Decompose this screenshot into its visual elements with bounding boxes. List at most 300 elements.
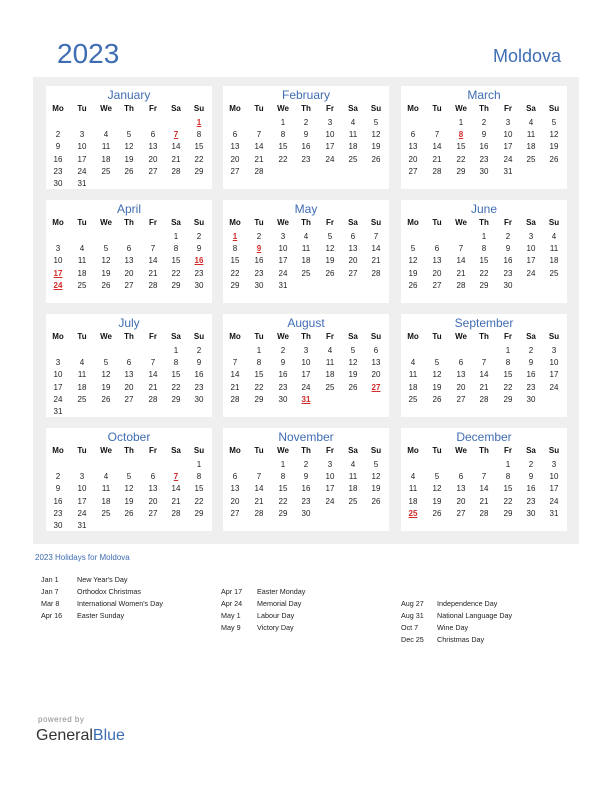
calendar-date: 6 [373, 346, 379, 355]
calendar-date: 23 [301, 154, 311, 164]
calendar-date: 26 [432, 508, 442, 518]
holidays-title: 2023 Holidays for Moldova [35, 553, 130, 562]
holiday-date-label: Apr 17 [221, 587, 243, 596]
calendar-date: 1 [505, 346, 511, 355]
calendar-date: 5 [126, 472, 132, 482]
calendar-date: 28 [230, 394, 240, 404]
calendar-date: 22 [171, 382, 181, 392]
calendar-date: 17 [325, 484, 335, 494]
calendar-date: 16 [301, 142, 311, 152]
calendar-date: 18 [101, 154, 111, 164]
calendar-date: 30 [53, 179, 63, 188]
weekday-header: Su [370, 332, 382, 341]
calendar-date: 14 [254, 142, 264, 152]
weekday-header: Th [479, 104, 489, 113]
calendar-date: 3 [79, 130, 85, 140]
holiday-name-label: Wine Day [437, 623, 469, 632]
calendar-date: 19 [549, 142, 559, 152]
calendar-date: 18 [408, 496, 418, 506]
calendar-date: 2 [481, 118, 487, 127]
calendar-date: 23 [194, 382, 204, 392]
calendar-date: 4 [303, 232, 309, 241]
calendar-date: 27 [456, 508, 466, 518]
calendar-date: 12 [348, 358, 358, 368]
calendar-date: 12 [432, 484, 442, 494]
calendar-date: 15 [194, 484, 204, 494]
holiday-entry [221, 587, 305, 596]
calendar-date: 19 [371, 142, 381, 152]
calendar-date: 9 [528, 358, 534, 368]
calendar-date: 22 [503, 382, 513, 392]
calendar-date: 11 [77, 256, 87, 266]
weekday-header: Fr [149, 218, 157, 227]
weekday-header: Tu [432, 104, 442, 113]
weekday-header: Th [301, 446, 311, 455]
calendar-date: 3 [327, 118, 333, 127]
calendar-date: 26 [371, 496, 381, 506]
month-october [46, 428, 212, 531]
calendar-date: 20 [408, 154, 418, 164]
weekday-header: Su [548, 218, 560, 227]
holiday-date: 25 [408, 508, 418, 518]
holiday-entry [41, 587, 141, 596]
calendar-date: 16 [526, 370, 536, 380]
weekday-header: Fr [326, 446, 334, 455]
brand-part-b: Blue [92, 727, 125, 744]
weekday-header: Fr [149, 104, 157, 113]
country-title: Moldova [492, 46, 561, 66]
calendar-date: 20 [230, 154, 240, 164]
weekday-header: Fr [504, 218, 512, 227]
calendar-date: 30 [194, 394, 204, 404]
month-august [223, 314, 389, 417]
weekday-header: Su [193, 218, 205, 227]
calendar-date: 21 [479, 382, 489, 392]
calendar-date: 9 [280, 358, 286, 368]
holiday-entry [221, 599, 301, 608]
calendar-date: 8 [280, 130, 286, 140]
holiday-date: 24 [53, 280, 63, 290]
powered-by-text: powered by [38, 715, 85, 724]
calendar-date: 14 [479, 484, 489, 494]
calendar-date: 29 [171, 394, 181, 404]
calendar-date: 23 [278, 382, 288, 392]
calendar-date: 21 [432, 154, 442, 164]
calendar-date: 13 [408, 142, 418, 152]
calendar-date: 4 [79, 244, 85, 254]
weekday-header: Fr [326, 218, 334, 227]
calendar-date: 21 [148, 268, 158, 278]
calendar-date: 26 [549, 154, 559, 164]
calendar-date: 27 [230, 166, 240, 176]
calendar-date: 22 [230, 268, 240, 278]
month-name: December [456, 430, 512, 444]
calendar-date: 28 [148, 394, 158, 404]
calendar-date: 7 [150, 244, 156, 254]
calendar-date: 22 [194, 154, 204, 164]
calendar-date: 9 [528, 472, 534, 482]
weekday-header: Th [124, 332, 134, 341]
calendar-date: 11 [101, 142, 111, 152]
calendar-date: 7 [150, 358, 156, 368]
calendar-date: 23 [526, 382, 536, 392]
calendar-date: 4 [410, 472, 416, 482]
calendar-date: 23 [301, 496, 311, 506]
calendar-date: 27 [148, 166, 158, 176]
calendar-date: 26 [348, 382, 358, 392]
calendar-date: 14 [171, 484, 181, 494]
weekday-header: Sa [171, 104, 181, 113]
calendar-date: 12 [101, 256, 111, 266]
calendar-date: 2 [55, 130, 61, 140]
holiday-entry [41, 599, 163, 608]
calendar-date: 10 [53, 370, 63, 380]
holiday-date: 1 [232, 232, 238, 241]
calendar-date: 27 [408, 166, 418, 176]
calendar-date: 17 [549, 370, 559, 380]
calendar-date: 15 [171, 256, 181, 266]
calendar-date: 24 [549, 496, 559, 506]
calendar-date: 29 [194, 166, 204, 176]
holiday-name-label: National Language Day [437, 611, 513, 620]
calendar-date: 18 [77, 268, 87, 278]
calendar-date: 3 [55, 358, 61, 368]
calendar-date: 25 [101, 508, 111, 518]
calendar-date: 11 [77, 370, 87, 380]
calendar-date: 28 [432, 166, 442, 176]
calendar-date: 3 [303, 346, 309, 355]
calendar-date: 9 [55, 142, 61, 152]
calendar-date: 16 [254, 256, 264, 266]
calendar-date: 28 [171, 166, 181, 176]
calendar-date: 4 [327, 346, 333, 355]
calendar-date: 27 [124, 394, 134, 404]
holiday-date-label: Apr 24 [221, 599, 243, 608]
calendar-date: 12 [371, 472, 381, 482]
calendar-date: 26 [408, 280, 418, 290]
calendar-date: 23 [479, 154, 489, 164]
calendar-date: 6 [150, 472, 156, 482]
calendar-date: 6 [126, 358, 132, 368]
holiday-date-label: Aug 31 [401, 611, 424, 620]
calendar-date: 31 [549, 508, 559, 518]
weekday-header: Mo [229, 332, 241, 341]
month-june [401, 200, 567, 303]
calendar-date: 1 [481, 232, 487, 241]
weekday-header: We [277, 104, 289, 113]
calendar-date: 6 [410, 130, 416, 140]
calendar-date: 10 [77, 484, 87, 494]
calendar-date: 15 [254, 370, 264, 380]
weekday-header: Tu [432, 218, 442, 227]
holiday-name-label: Christmas Day [437, 635, 485, 644]
calendar-date: 27 [124, 280, 134, 290]
holiday-date: 27 [371, 382, 381, 392]
calendar-date: 31 [278, 280, 288, 290]
calendar-date: 29 [503, 394, 513, 404]
calendar-date: 2 [196, 232, 202, 241]
calendar-date: 27 [432, 280, 442, 290]
month-january [46, 86, 212, 189]
calendar-date: 7 [458, 244, 464, 254]
calendar-date: 10 [325, 130, 335, 140]
calendar-date: 22 [171, 268, 181, 278]
calendar-date: 9 [505, 244, 511, 254]
calendar-date: 25 [526, 154, 536, 164]
calendar-date: 12 [325, 244, 335, 254]
calendar-date: 6 [434, 244, 440, 254]
calendar-date: 5 [350, 346, 356, 355]
calendar-date: 15 [456, 142, 466, 152]
weekday-header: Su [193, 104, 205, 113]
calendar-date: 15 [230, 256, 240, 266]
calendar-date: 11 [348, 130, 358, 140]
calendar-date: 19 [101, 382, 111, 392]
calendar-date: 6 [232, 472, 238, 482]
calendar-date: 17 [77, 496, 87, 506]
calendar-date: 14 [432, 142, 442, 152]
calendar-date: 24 [77, 508, 87, 518]
calendar-date: 14 [479, 370, 489, 380]
calendar-date: 28 [371, 268, 381, 278]
calendar-date: 31 [77, 521, 87, 530]
calendar-date: 1 [458, 118, 464, 127]
holiday-date: 8 [458, 130, 464, 140]
calendar-date: 30 [53, 521, 63, 530]
calendar-date: 7 [434, 130, 440, 140]
weekday-header: Mo [52, 446, 64, 455]
weekday-header: Mo [407, 104, 419, 113]
calendar-date: 29 [479, 280, 489, 290]
calendar-date: 27 [348, 268, 358, 278]
calendar-date: 24 [549, 382, 559, 392]
calendar-date: 25 [325, 382, 335, 392]
holiday-date: 7 [173, 130, 179, 140]
weekday-header: Sa [526, 104, 536, 113]
calendar-date: 19 [325, 256, 335, 266]
calendar-date: 14 [254, 484, 264, 494]
calendar-date: 11 [325, 358, 335, 368]
calendar-date: 20 [456, 382, 466, 392]
weekday-header: Mo [52, 218, 64, 227]
calendar-date: 5 [126, 130, 132, 140]
calendar-date: 25 [408, 394, 418, 404]
calendar-date: 2 [303, 460, 309, 469]
calendar-date: 28 [479, 394, 489, 404]
calendar-date: 29 [503, 508, 513, 518]
calendar-date: 13 [124, 370, 134, 380]
weekday-header: Mo [52, 104, 64, 113]
month-march [401, 86, 567, 189]
weekday-header: Su [370, 104, 382, 113]
weekday-header: Mo [407, 218, 419, 227]
calendar-date: 11 [301, 244, 311, 254]
calendar-date: 16 [503, 256, 513, 266]
holiday-date: 31 [301, 394, 311, 404]
calendar-date: 16 [194, 370, 204, 380]
calendar-date: 6 [458, 358, 464, 368]
weekday-header: Tu [254, 446, 264, 455]
calendar-date: 20 [124, 382, 134, 392]
month-name: September [454, 316, 514, 330]
calendar-date: 31 [77, 179, 87, 188]
calendar-date: 1 [256, 346, 262, 355]
calendar-date: 13 [230, 142, 240, 152]
calendar-date: 20 [348, 256, 358, 266]
calendar-date: 13 [371, 358, 381, 368]
calendar-date: 19 [101, 268, 111, 278]
weekday-header: Mo [407, 446, 419, 455]
calendar-date: 4 [528, 118, 534, 127]
holiday-entry [401, 611, 512, 620]
calendar-date: 16 [53, 154, 63, 164]
weekday-header: Sa [348, 446, 358, 455]
calendar-date: 13 [230, 484, 240, 494]
calendar-date: 3 [551, 346, 557, 355]
holiday-name-label: Memorial Day [257, 599, 302, 608]
weekday-header: Sa [526, 332, 536, 341]
weekday-header: Sa [526, 446, 536, 455]
calendar-date: 8 [173, 358, 179, 368]
calendar-date: 17 [301, 370, 311, 380]
calendar-date: 22 [278, 496, 288, 506]
calendar-date: 19 [348, 370, 358, 380]
calendar-date: 23 [254, 268, 264, 278]
calendar-date: 16 [301, 484, 311, 494]
calendar-date: 2 [256, 232, 262, 241]
calendar-date: 14 [148, 256, 158, 266]
calendar-date: 3 [327, 460, 333, 469]
calendar-date: 20 [230, 496, 240, 506]
holiday-entry [401, 635, 484, 644]
holiday-name-label: Independence Day [437, 599, 498, 608]
holiday-name-label: Easter Sunday [77, 611, 125, 620]
holiday-name-label: New Year's Day [77, 575, 128, 584]
calendar-date: 26 [101, 394, 111, 404]
calendar-date: 15 [503, 484, 513, 494]
calendar-date: 7 [232, 358, 238, 368]
calendar-date: 18 [348, 484, 358, 494]
holiday-date-label: Dec 25 [401, 635, 424, 644]
calendar-date: 12 [549, 130, 559, 140]
weekday-header: Fr [149, 446, 157, 455]
weekday-header: Mo [229, 104, 241, 113]
weekday-header: We [455, 446, 467, 455]
weekday-header: Tu [77, 218, 87, 227]
calendar-date: 8 [505, 358, 511, 368]
calendar-date: 12 [371, 130, 381, 140]
holiday-entry [221, 623, 294, 632]
calendar-date: 25 [77, 394, 87, 404]
calendar-date: 21 [171, 154, 181, 164]
weekday-header: Tu [432, 446, 442, 455]
calendar-date: 10 [549, 358, 559, 368]
holiday-date-label: Mar 8 [41, 599, 60, 608]
weekday-header: We [100, 104, 112, 113]
calendar-date: 18 [526, 142, 536, 152]
calendar-date: 28 [456, 280, 466, 290]
weekday-header: Tu [77, 104, 87, 113]
calendar-date: 5 [434, 472, 440, 482]
calendar-date: 5 [410, 244, 416, 254]
calendar-date: 11 [101, 484, 111, 494]
holiday-date: 7 [173, 472, 179, 482]
calendar-date: 18 [301, 256, 311, 266]
holiday-entry [401, 623, 468, 632]
weekday-header: Th [301, 104, 311, 113]
calendar-date: 18 [408, 382, 418, 392]
calendar-date: 30 [503, 280, 513, 290]
calendar-date: 22 [278, 154, 288, 164]
calendar-date: 29 [194, 508, 204, 518]
month-name: October [107, 430, 151, 444]
calendar-date: 14 [456, 256, 466, 266]
calendar-date: 27 [456, 394, 466, 404]
calendar-date: 31 [503, 166, 513, 176]
calendar-date: 11 [348, 472, 358, 482]
calendar-date: 25 [348, 496, 358, 506]
weekday-header: Su [548, 332, 560, 341]
calendar-date: 17 [549, 484, 559, 494]
month-name: July [118, 316, 140, 330]
calendar-date: 4 [103, 130, 109, 140]
calendar-date: 27 [148, 508, 158, 518]
calendar-date: 23 [503, 268, 513, 278]
calendar-date: 16 [278, 370, 288, 380]
calendar-date: 16 [53, 496, 63, 506]
calendar-date: 17 [53, 382, 63, 392]
calendar-date: 12 [124, 142, 134, 152]
calendar-date: 10 [549, 472, 559, 482]
calendar-date: 8 [280, 472, 286, 482]
weekday-header: Tu [77, 332, 87, 341]
weekday-header: Su [193, 332, 205, 341]
calendar-date: 2 [303, 118, 309, 127]
calendar-date: 24 [503, 154, 513, 164]
month-name: February [281, 88, 331, 102]
holiday-name-label: Victory Day [257, 623, 294, 632]
calendar-date: 17 [325, 142, 335, 152]
calendar-date: 13 [456, 484, 466, 494]
holiday-name-label: Easter Monday [257, 587, 306, 596]
calendar-date: 8 [232, 244, 238, 254]
weekday-header: We [100, 332, 112, 341]
weekday-header: Fr [504, 332, 512, 341]
weekday-header: Th [479, 446, 489, 455]
calendar-date: 13 [124, 256, 134, 266]
calendar-date: 9 [55, 484, 61, 494]
weekday-header: We [277, 218, 289, 227]
calendar-date: 21 [254, 496, 264, 506]
weekday-header: Fr [504, 446, 512, 455]
calendar-date: 20 [432, 268, 442, 278]
calendar-date: 26 [371, 154, 381, 164]
weekday-header: Fr [326, 332, 334, 341]
calendar-date: 19 [408, 268, 418, 278]
calendar-date: 29 [254, 394, 264, 404]
calendar-date: 1 [173, 232, 179, 241]
calendar-date: 7 [256, 472, 262, 482]
calendar-date: 23 [53, 508, 63, 518]
calendar-date: 13 [432, 256, 442, 266]
calendar-date: 25 [301, 268, 311, 278]
weekday-header: Sa [171, 446, 181, 455]
calendar-date: 30 [194, 280, 204, 290]
calendar-date: 5 [373, 118, 379, 127]
calendar-date: 6 [126, 244, 132, 254]
calendar-date: 10 [77, 142, 87, 152]
calendar-date: 10 [301, 358, 311, 368]
